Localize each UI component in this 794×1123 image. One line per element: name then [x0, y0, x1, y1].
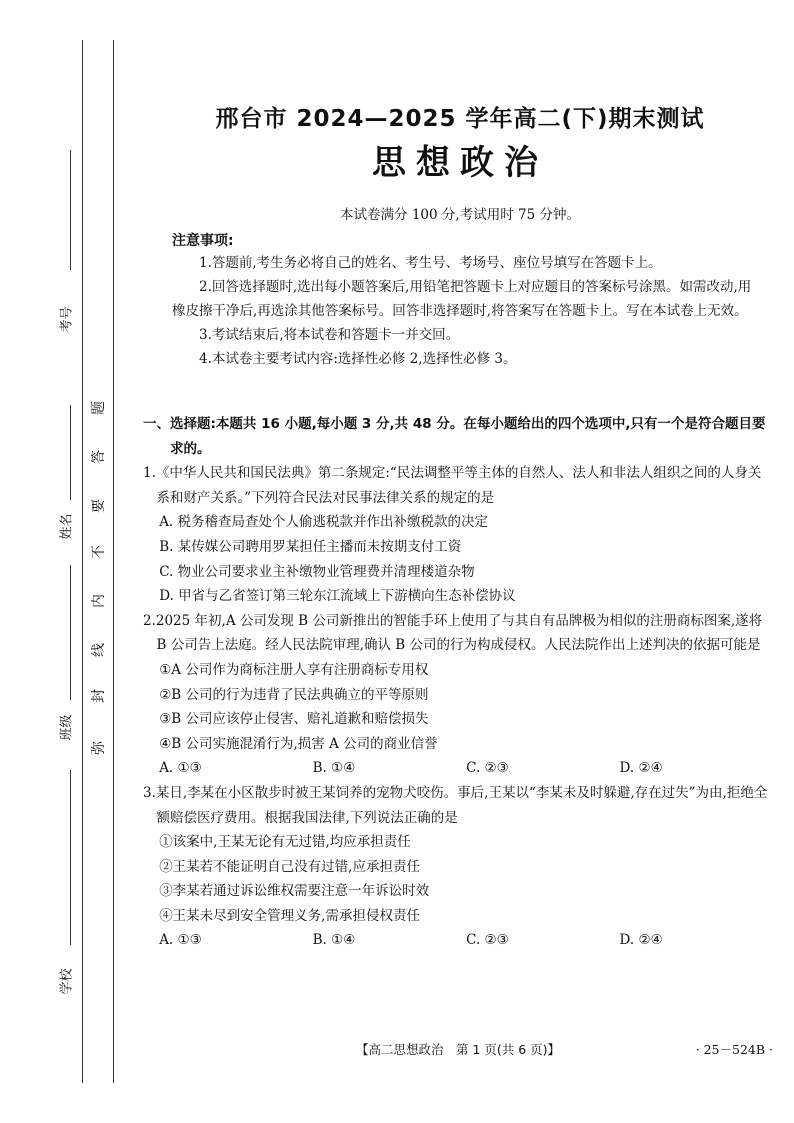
score-info: 本试卷满分 100 分,考试用时 75 分钟。	[340, 207, 580, 223]
school-label: 学校	[59, 968, 75, 995]
choice-option: C. 物业公司要求业主补缴物业管理费并清理楼道杂物	[159, 563, 475, 580]
question-area	[143, 412, 773, 953]
question-3	[143, 781, 773, 953]
statement-item: ③B 公司应该停止侵害、赔礼道歉和赔偿损失	[159, 711, 429, 728]
choice-option: D. 甲省与乙省签订第三轮东江流域上下游横向生态补偿协议	[159, 588, 516, 605]
seal-char: 封	[91, 689, 107, 703]
question-2	[143, 609, 773, 781]
statement-item: ④王某未尽到安全管理义务,需承担侵权责任	[159, 907, 420, 924]
name-label: 姓名	[59, 513, 75, 540]
school-line[interactable]	[70, 770, 71, 945]
name-line[interactable]	[70, 405, 71, 500]
seal-char: 弥	[91, 741, 107, 755]
statement-item: ②王某若不能证明自己没有过错,应承担责任	[159, 858, 420, 875]
paper-code: · 25－524B ·	[695, 1042, 773, 1057]
answer-option: C. ②③	[466, 760, 509, 777]
seal-char: 要	[91, 499, 107, 513]
seal-char: 线	[91, 643, 107, 657]
answer-option: A. ①③	[159, 760, 202, 777]
seal-char: 答	[91, 450, 107, 464]
class-line[interactable]	[70, 565, 71, 700]
seal-char: 内	[91, 594, 107, 608]
question-stem: 3.某日,李某在小区散步时被王某饲养的宠物犬咬伤。事后,王某以“李某未及时躲避,存在过失”为由,拒绝全额赔偿医疗费用。根据我国法律,下列说法正确的是	[143, 784, 768, 826]
question-stem: 1.《中华人民共和国民法典》第二条规定:“民法调整平等主体的自然人、法人和非法人组织之间的人身关系和财产关系。”下列符合民法对民事法律关系的规定的是	[143, 465, 762, 506]
statement-item: ①该案中,王某无论有无过错,均应承担责任	[159, 834, 411, 851]
answer-options	[143, 756, 773, 781]
note-item: 4.本试卷主要考试内容:选择性必修 2,选择性必修 3。	[199, 351, 517, 367]
answer-option: D. ②④	[619, 932, 663, 949]
binding-line-inner	[113, 40, 114, 1083]
section-heading: 一、选择题:本题共 16 小题,每小题 3 分,共 48 分。在每小题给出的四个选项中,只有一个是符合题目要求的。	[143, 416, 766, 457]
exam-number-line[interactable]	[70, 150, 71, 270]
choice-option: A. 税务稽查局查处个人偷逃税款并作出补缴税款的决定	[159, 514, 489, 531]
statement-item: ①A 公司作为商标注册人享有注册商标专用权	[159, 661, 429, 678]
statement-item: ③李某若通过诉讼维权需要注意一年诉讼时效	[159, 883, 430, 900]
question-1	[143, 461, 773, 609]
class-label: 班级	[59, 714, 75, 741]
answer-option: C. ②③	[466, 932, 509, 949]
seal-char: 不	[91, 545, 107, 559]
answer-option: A. ①③	[159, 932, 202, 949]
statement-item: ②B 公司的行为违背了民法典确立的平等原则	[159, 686, 429, 703]
answer-option: B. ①④	[312, 760, 356, 777]
answer-option: D. ②④	[619, 760, 663, 777]
exam-number-label: 考号	[59, 306, 75, 333]
subject-title: 思想政治	[372, 143, 548, 183]
note-item: 3.考试结束后,将本试卷和答题卡一并交回。	[199, 327, 460, 343]
answer-options	[143, 928, 773, 953]
note-item: 2.回答选择题时,选出每小题答案后,用铅笔把答题卡上对应题目的答案标号涂黑。如需改动,用橡皮擦干净后,再选涂其他答案标号。回答非选择题时,将答案写在答题卡上。写在本试卷上无效。	[172, 279, 752, 319]
question-stem: 2.2025 年初,A 公司发现 B 公司新推出的智能手环上使用了与其自有品牌极为相似的注册商标图案,遂将 B 公司告上法庭。经人民法院审理,确认 B 公司的行为构成侵权。人民法院作出上述判决的依据可能是	[143, 612, 763, 654]
statement-item: ④B 公司实施混淆行为,损害 A 公司的商业信誉	[159, 735, 438, 752]
note-item: 1.答题前,考生务必将自己的姓名、考生号、考场号、座位号填写在答题卡上。	[199, 255, 662, 271]
binding-line-outer	[82, 40, 83, 1083]
page-number: 【高二思想政治 第 1 页(共 6 页)】	[355, 1042, 561, 1057]
exam-title: 邢台市 2024—2025 学年高二(下)期末测试	[215, 106, 705, 132]
answer-option: B. ①④	[312, 932, 356, 949]
choice-option: B. 某传媒公司聘用罗某担任主播而未按期支付工资	[159, 538, 462, 555]
seal-char: 题	[91, 401, 107, 415]
notes-list	[172, 251, 762, 371]
notes-heading: 注意事项:	[172, 233, 234, 249]
